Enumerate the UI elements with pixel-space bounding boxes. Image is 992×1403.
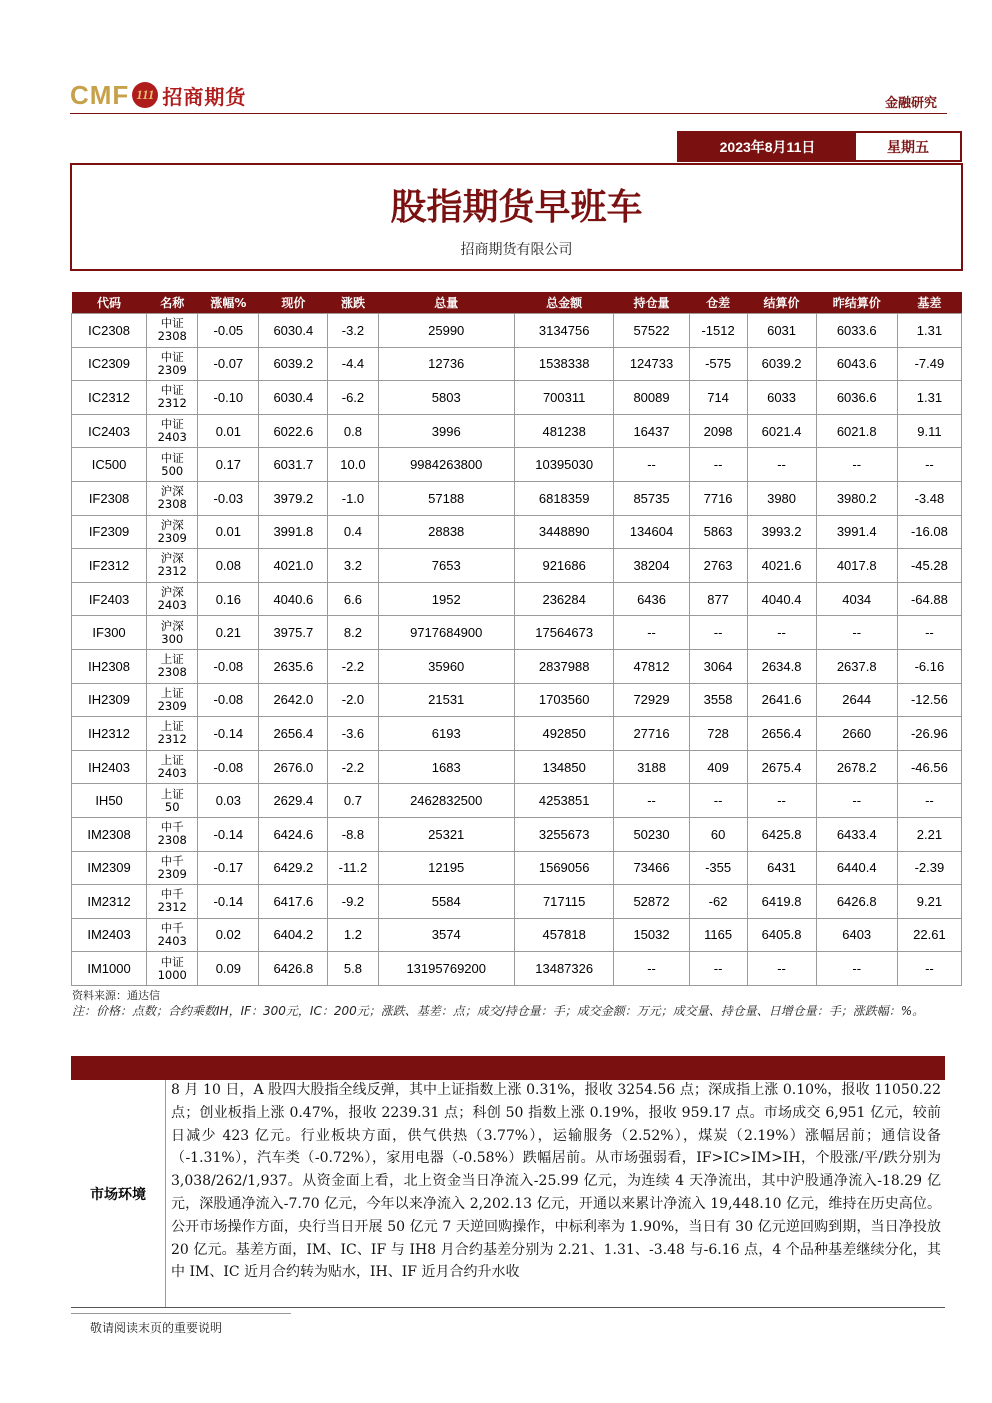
table-cell: -0.10 — [198, 381, 259, 415]
table-cell: 2629.4 — [259, 784, 328, 818]
table-cell: IM1000 — [72, 952, 147, 986]
table-cell: 1165 — [689, 918, 747, 952]
table-cell: 52872 — [614, 885, 689, 919]
column-header: 基差 — [897, 292, 961, 314]
table-cell: 6031 — [747, 314, 816, 348]
table-cell: -575 — [689, 347, 747, 381]
table-cell: 沪深 2312 — [147, 549, 198, 583]
table-cell: IC2309 — [72, 347, 147, 381]
table-cell: 3979.2 — [259, 481, 328, 515]
table-cell: -2.0 — [328, 683, 378, 717]
table-cell: 6404.2 — [259, 918, 328, 952]
column-header: 持仓量 — [614, 292, 689, 314]
table-cell: 2098 — [689, 414, 747, 448]
table-cell: -0.08 — [198, 649, 259, 683]
table-cell: 481238 — [514, 414, 614, 448]
table-cell: 0.21 — [198, 616, 259, 650]
table-cell: IM2309 — [72, 851, 147, 885]
table-cell: 47812 — [614, 649, 689, 683]
table-cell: 57522 — [614, 314, 689, 348]
table-cell: -0.08 — [198, 750, 259, 784]
table-cell: -26.96 — [897, 717, 961, 751]
table-cell: 25321 — [378, 817, 514, 851]
table-cell: 2763 — [689, 549, 747, 583]
table-cell: 中证 1000 — [147, 952, 198, 986]
table-cell: 0.16 — [198, 582, 259, 616]
table-cell: 2656.4 — [259, 717, 328, 751]
table-cell: 6022.6 — [259, 414, 328, 448]
table-cell: 1.31 — [897, 314, 961, 348]
table-cell: 15032 — [614, 918, 689, 952]
table-cell: 73466 — [614, 851, 689, 885]
table-cell: 1569056 — [514, 851, 614, 885]
table-cell: 717115 — [514, 885, 614, 919]
table-cell: 28838 — [378, 515, 514, 549]
report-date: 2023年8月11日 — [679, 133, 856, 160]
column-header: 结算价 — [747, 292, 816, 314]
department-label: 金融研究 — [884, 96, 937, 111]
table-cell: -- — [897, 952, 961, 986]
table-cell: 4253851 — [514, 784, 614, 818]
table-cell: 2656.4 — [747, 717, 816, 751]
table-cell: 2635.6 — [259, 649, 328, 683]
table-cell: 中证 2312 — [147, 381, 198, 415]
table-cell: 6818359 — [514, 481, 614, 515]
table-note: 注：价格：点数；合约乘数IH，IF：300元，IC：200元；涨跌、基差：点；成交/持仓量：手；成交金额：万元；成交量、持仓量、日增仓量：手；涨跌幅：%。 — [72, 1004, 925, 1018]
table-cell: 2644 — [816, 683, 897, 717]
table-cell: 57188 — [378, 481, 514, 515]
column-header: 昨结算价 — [816, 292, 897, 314]
table-cell: 3.2 — [328, 549, 378, 583]
column-header: 代码 — [72, 292, 147, 314]
table-cell: -- — [897, 448, 961, 482]
table-cell: 4017.8 — [816, 549, 897, 583]
table-cell: 沪深 2403 — [147, 582, 198, 616]
table-cell: 6033 — [747, 381, 816, 415]
table-cell: 4021.6 — [747, 549, 816, 583]
table-cell: -4.4 — [328, 347, 378, 381]
table-cell: 1683 — [378, 750, 514, 784]
table-cell: 6193 — [378, 717, 514, 751]
table-cell: 236284 — [514, 582, 614, 616]
table-cell: 27716 — [614, 717, 689, 751]
table-cell: 上证 2312 — [147, 717, 198, 751]
table-cell: -- — [689, 952, 747, 986]
table-cell: 3980.2 — [816, 481, 897, 515]
table-cell: 714 — [689, 381, 747, 415]
table-row — [72, 784, 962, 818]
table-cell: -- — [614, 952, 689, 986]
table-cell: IM2403 — [72, 918, 147, 952]
column-header: 涨幅% — [198, 292, 259, 314]
table-cell: -- — [816, 784, 897, 818]
table-cell: -- — [689, 784, 747, 818]
column-header: 涨跌 — [328, 292, 378, 314]
table-cell: 3991.4 — [816, 515, 897, 549]
title-box — [70, 163, 963, 271]
table-cell: -0.14 — [198, 717, 259, 751]
table-cell: 2837988 — [514, 649, 614, 683]
table-cell: 1.31 — [897, 381, 961, 415]
table-row — [72, 347, 962, 381]
table-cell: 6431 — [747, 851, 816, 885]
table-cell: IF2403 — [72, 582, 147, 616]
table-cell: 0.01 — [198, 515, 259, 549]
table-cell: -6.16 — [897, 649, 961, 683]
table-cell: 中千 2312 — [147, 885, 198, 919]
section-bottom-line — [71, 1307, 945, 1308]
table-cell: 60 — [689, 817, 747, 851]
table-cell: IF2309 — [72, 515, 147, 549]
logo-seal-icon: 111 — [132, 82, 158, 108]
table-cell: 6426.8 — [259, 952, 328, 986]
table-row — [72, 314, 962, 348]
table-cell: 中证 2403 — [147, 414, 198, 448]
table-cell: 3980 — [747, 481, 816, 515]
table-cell: 0.7 — [328, 784, 378, 818]
table-cell: -64.88 — [897, 582, 961, 616]
table-cell: 2642.0 — [259, 683, 328, 717]
table-cell: -1.0 — [328, 481, 378, 515]
table-cell: -- — [747, 448, 816, 482]
table-cell: 5803 — [378, 381, 514, 415]
table-cell: -1512 — [689, 314, 747, 348]
table-cell: 700311 — [514, 381, 614, 415]
table-cell: 0.03 — [198, 784, 259, 818]
table-cell: 3448890 — [514, 515, 614, 549]
table-cell: -0.07 — [198, 347, 259, 381]
table-cell: 4040.6 — [259, 582, 328, 616]
table-cell: 2675.4 — [747, 750, 816, 784]
table-cell: -2.2 — [328, 649, 378, 683]
table-cell: 10395030 — [514, 448, 614, 482]
table-cell: -- — [897, 784, 961, 818]
table-cell: 上证 2308 — [147, 649, 198, 683]
table-cell: 0.02 — [198, 918, 259, 952]
table-cell: 921686 — [514, 549, 614, 583]
table-cell: 5584 — [378, 885, 514, 919]
table-cell: 6426.8 — [816, 885, 897, 919]
table-cell: IC2308 — [72, 314, 147, 348]
table-cell: -7.49 — [897, 347, 961, 381]
table-cell: 1703560 — [514, 683, 614, 717]
report-title: 股指期货早班车 — [390, 186, 643, 228]
table-cell: 6429.2 — [259, 851, 328, 885]
table-cell: -- — [816, 448, 897, 482]
table-cell: 6036.6 — [816, 381, 897, 415]
table-cell: 6033.6 — [816, 314, 897, 348]
table-cell: 6433.4 — [816, 817, 897, 851]
table-cell: -- — [614, 448, 689, 482]
table-cell: IC500 — [72, 448, 147, 482]
table-cell: IM2308 — [72, 817, 147, 851]
table-cell: 12736 — [378, 347, 514, 381]
table-cell: -3.2 — [328, 314, 378, 348]
table-row — [72, 717, 962, 751]
table-cell: 72929 — [614, 683, 689, 717]
table-row — [72, 515, 962, 549]
table-cell: 沪深 2309 — [147, 515, 198, 549]
table-cell: IC2312 — [72, 381, 147, 415]
table-cell: 38204 — [614, 549, 689, 583]
table-cell: -46.56 — [897, 750, 961, 784]
table-cell: 3255673 — [514, 817, 614, 851]
table-cell: 1538338 — [514, 347, 614, 381]
table-cell: 9984263800 — [378, 448, 514, 482]
table-cell: 6425.8 — [747, 817, 816, 851]
table-cell: IF300 — [72, 616, 147, 650]
table-cell: 22.61 — [897, 918, 961, 952]
table-cell: 4040.4 — [747, 582, 816, 616]
table-cell: 9717684900 — [378, 616, 514, 650]
futures-quote-table — [71, 292, 962, 986]
table-cell: 13487326 — [514, 952, 614, 986]
table-cell: 3064 — [689, 649, 747, 683]
table-cell: 2.21 — [897, 817, 961, 851]
section-header-bar — [71, 1056, 945, 1080]
table-cell: 2678.2 — [816, 750, 897, 784]
table-cell: 492850 — [514, 717, 614, 751]
logo-cmf-text: CMF — [70, 79, 130, 110]
table-cell: -- — [816, 616, 897, 650]
table-row — [72, 885, 962, 919]
table-cell: 3188 — [614, 750, 689, 784]
table-cell: 7716 — [689, 481, 747, 515]
table-cell: IC2403 — [72, 414, 147, 448]
table-cell: IH2403 — [72, 750, 147, 784]
column-header: 总金额 — [514, 292, 614, 314]
table-cell: IH50 — [72, 784, 147, 818]
table-cell: 6419.8 — [747, 885, 816, 919]
column-header: 仓差 — [689, 292, 747, 314]
table-cell: IH2308 — [72, 649, 147, 683]
table-row — [72, 549, 962, 583]
table-cell: 134850 — [514, 750, 614, 784]
table-cell: -0.05 — [198, 314, 259, 348]
table-cell: -2.39 — [897, 851, 961, 885]
table-row — [72, 649, 962, 683]
table-cell: 0.8 — [328, 414, 378, 448]
table-cell: -9.2 — [328, 885, 378, 919]
table-cell: IM2312 — [72, 885, 147, 919]
table-cell: -62 — [689, 885, 747, 919]
table-cell: 3996 — [378, 414, 514, 448]
table-cell: IH2309 — [72, 683, 147, 717]
table-cell: 9.11 — [897, 414, 961, 448]
header-divider — [70, 113, 947, 114]
table-cell: 6405.8 — [747, 918, 816, 952]
market-section-label: 市场环境 — [90, 1186, 146, 1203]
table-cell: 6031.7 — [259, 448, 328, 482]
table-cell: 3975.7 — [259, 616, 328, 650]
table-cell: 6030.4 — [259, 381, 328, 415]
table-cell: 0.08 — [198, 549, 259, 583]
table-cell: -8.8 — [328, 817, 378, 851]
table-row — [72, 750, 962, 784]
table-cell: 6030.4 — [259, 314, 328, 348]
table-cell: -2.2 — [328, 750, 378, 784]
table-cell: 6021.8 — [816, 414, 897, 448]
table-cell: 2641.6 — [747, 683, 816, 717]
table-cell: -- — [747, 952, 816, 986]
table-cell: 877 — [689, 582, 747, 616]
table-cell: 6440.4 — [816, 851, 897, 885]
table-cell: 6417.6 — [259, 885, 328, 919]
table-cell: 中千 2308 — [147, 817, 198, 851]
table-row — [72, 414, 962, 448]
table-cell: 上证 2309 — [147, 683, 198, 717]
company-logo — [70, 80, 246, 110]
table-header-row — [72, 292, 962, 314]
table-cell: 124733 — [614, 347, 689, 381]
table-cell: 2462832500 — [378, 784, 514, 818]
table-cell: 6043.6 — [816, 347, 897, 381]
table-cell: 中千 2309 — [147, 851, 198, 885]
table-cell: -355 — [689, 851, 747, 885]
table-cell: -11.2 — [328, 851, 378, 885]
table-cell: 9.21 — [897, 885, 961, 919]
table-cell: 6039.2 — [747, 347, 816, 381]
table-cell: 3558 — [689, 683, 747, 717]
column-header: 名称 — [147, 292, 198, 314]
table-row — [72, 616, 962, 650]
table-cell: 6021.4 — [747, 414, 816, 448]
table-cell: 0.4 — [328, 515, 378, 549]
table-cell: 2637.8 — [816, 649, 897, 683]
table-row — [72, 851, 962, 885]
table-cell: -0.17 — [198, 851, 259, 885]
table-cell: 沪深 300 — [147, 616, 198, 650]
footer-divider — [71, 1313, 291, 1314]
table-cell: 134604 — [614, 515, 689, 549]
table-cell: 中证 500 — [147, 448, 198, 482]
table-cell: 中证 2308 — [147, 314, 198, 348]
table-cell: -3.6 — [328, 717, 378, 751]
table-cell: 2634.8 — [747, 649, 816, 683]
table-cell: 6403 — [816, 918, 897, 952]
table-row — [72, 582, 962, 616]
table-cell: 中千 2403 — [147, 918, 198, 952]
table-cell: 50230 — [614, 817, 689, 851]
table-cell: 6.6 — [328, 582, 378, 616]
table-body — [72, 314, 962, 986]
table-cell: -- — [689, 448, 747, 482]
table-cell: 3993.2 — [747, 515, 816, 549]
market-commentary: 8 月 10 日，A 股四大股指全线反弹，其中上证指数上涨 0.31%，报收 3254.56 点；深成指上涨 0.10%，报收 11050.22 点；创业板指上涨 0.47%，报收 2239.31 点；科创 50 指数上涨 0.19%，报收 959.17 点。市场成交 6,951 亿元，较前日减少 423 亿元。行业板块方面，供气供热（3.77%），运输服务（2.52%），煤炭（2.19%）涨幅居前；通信设备（-1.31%），汽车类（-0.72%），家用电器（-0.58%）跌幅居前。从市场强弱看，IF>IC>IM>IH，个股涨/平/跌分别为 3,038/262/1,937。从资金面上看，北上资金当日净流入-25.99 亿元，为连续 4 天净流出，其中沪股通净流入-18.29 亿元，深股通净流入-7.70 亿元，今年以来净流入 2,202.13 亿元，开通以来累计净流入 19,448.10 亿元，维持在历史高位。公开市场操作方面，央行当日开展 50 亿元 7 天逆回购操作，中标利率为 1.90%，当日有 30 亿元逆回购到期，当日净投放 20 亿元。基差方面，IM、IC、IF 与 IH8 月合约基差分别为 2.21、1.31、-3.48 与-6.16 点，4 个品种基差继续分化，其中 IM、IC 近月合约转为贴水，IH、IF 近月合约升水收 — [171, 1082, 941, 1281]
table-cell: 5.8 — [328, 952, 378, 986]
table-cell: -- — [614, 784, 689, 818]
table-cell: 5863 — [689, 515, 747, 549]
table-row — [72, 481, 962, 515]
table-cell: IH2312 — [72, 717, 147, 751]
table-cell: 4034 — [816, 582, 897, 616]
table-cell: 0.17 — [198, 448, 259, 482]
table-cell: -- — [897, 616, 961, 650]
table-cell: -12.56 — [897, 683, 961, 717]
report-weekday: 星期五 — [887, 139, 929, 156]
logo-chinese-name: 招商期货 — [162, 84, 247, 109]
table-cell: -45.28 — [897, 549, 961, 583]
table-cell: 6424.6 — [259, 817, 328, 851]
table-row — [72, 683, 962, 717]
table-cell: -- — [747, 616, 816, 650]
table-cell: 0.09 — [198, 952, 259, 986]
table-cell: -3.48 — [897, 481, 961, 515]
footer-disclaimer: 敬请阅读末页的重要说明 — [90, 1321, 223, 1335]
table-cell: 2676.0 — [259, 750, 328, 784]
table-cell: 13195769200 — [378, 952, 514, 986]
table-cell: IF2308 — [72, 481, 147, 515]
table-cell: 35960 — [378, 649, 514, 683]
table-cell: -6.2 — [328, 381, 378, 415]
table-cell: IF2312 — [72, 549, 147, 583]
table-cell: -0.08 — [198, 683, 259, 717]
table-cell: -- — [816, 952, 897, 986]
table-row — [72, 448, 962, 482]
date-box — [677, 131, 962, 162]
table-cell: 457818 — [514, 918, 614, 952]
table-cell: 25990 — [378, 314, 514, 348]
table-cell: -0.14 — [198, 817, 259, 851]
table-cell: 21531 — [378, 683, 514, 717]
table-cell: 85735 — [614, 481, 689, 515]
table-cell: 728 — [689, 717, 747, 751]
table-cell: 7653 — [378, 549, 514, 583]
table-cell: 409 — [689, 750, 747, 784]
table-row — [72, 381, 962, 415]
company-name: 招商期货有限公司 — [460, 242, 573, 258]
section-divider — [165, 1080, 166, 1307]
table-cell: -- — [747, 784, 816, 818]
table-cell: 0.01 — [198, 414, 259, 448]
table-cell: 2660 — [816, 717, 897, 751]
table-cell: 4021.0 — [259, 549, 328, 583]
table-cell: 1952 — [378, 582, 514, 616]
table-cell: -- — [689, 616, 747, 650]
table-cell: 沪深 2308 — [147, 481, 198, 515]
data-source: 资料来源：通达信 — [72, 989, 160, 1002]
column-header: 现价 — [259, 292, 328, 314]
table-cell: -0.14 — [198, 885, 259, 919]
table-cell: 3134756 — [514, 314, 614, 348]
table-cell: 上证 50 — [147, 784, 198, 818]
table-cell: 中证 2309 — [147, 347, 198, 381]
table-cell: 16437 — [614, 414, 689, 448]
table-cell: 6436 — [614, 582, 689, 616]
table-cell: 17564673 — [514, 616, 614, 650]
table-cell: -16.08 — [897, 515, 961, 549]
table-cell: 8.2 — [328, 616, 378, 650]
table-cell: 1.2 — [328, 918, 378, 952]
table-cell: 3991.8 — [259, 515, 328, 549]
table-cell: 10.0 — [328, 448, 378, 482]
table-cell: 12195 — [378, 851, 514, 885]
table-row — [72, 817, 962, 851]
column-header: 总量 — [378, 292, 514, 314]
table-cell: 80089 — [614, 381, 689, 415]
table-cell: 6039.2 — [259, 347, 328, 381]
table-cell: -0.03 — [198, 481, 259, 515]
table-cell: 上证 2403 — [147, 750, 198, 784]
table-row — [72, 952, 962, 986]
table-row — [72, 918, 962, 952]
table-cell: -- — [614, 616, 689, 650]
table-cell: 3574 — [378, 918, 514, 952]
